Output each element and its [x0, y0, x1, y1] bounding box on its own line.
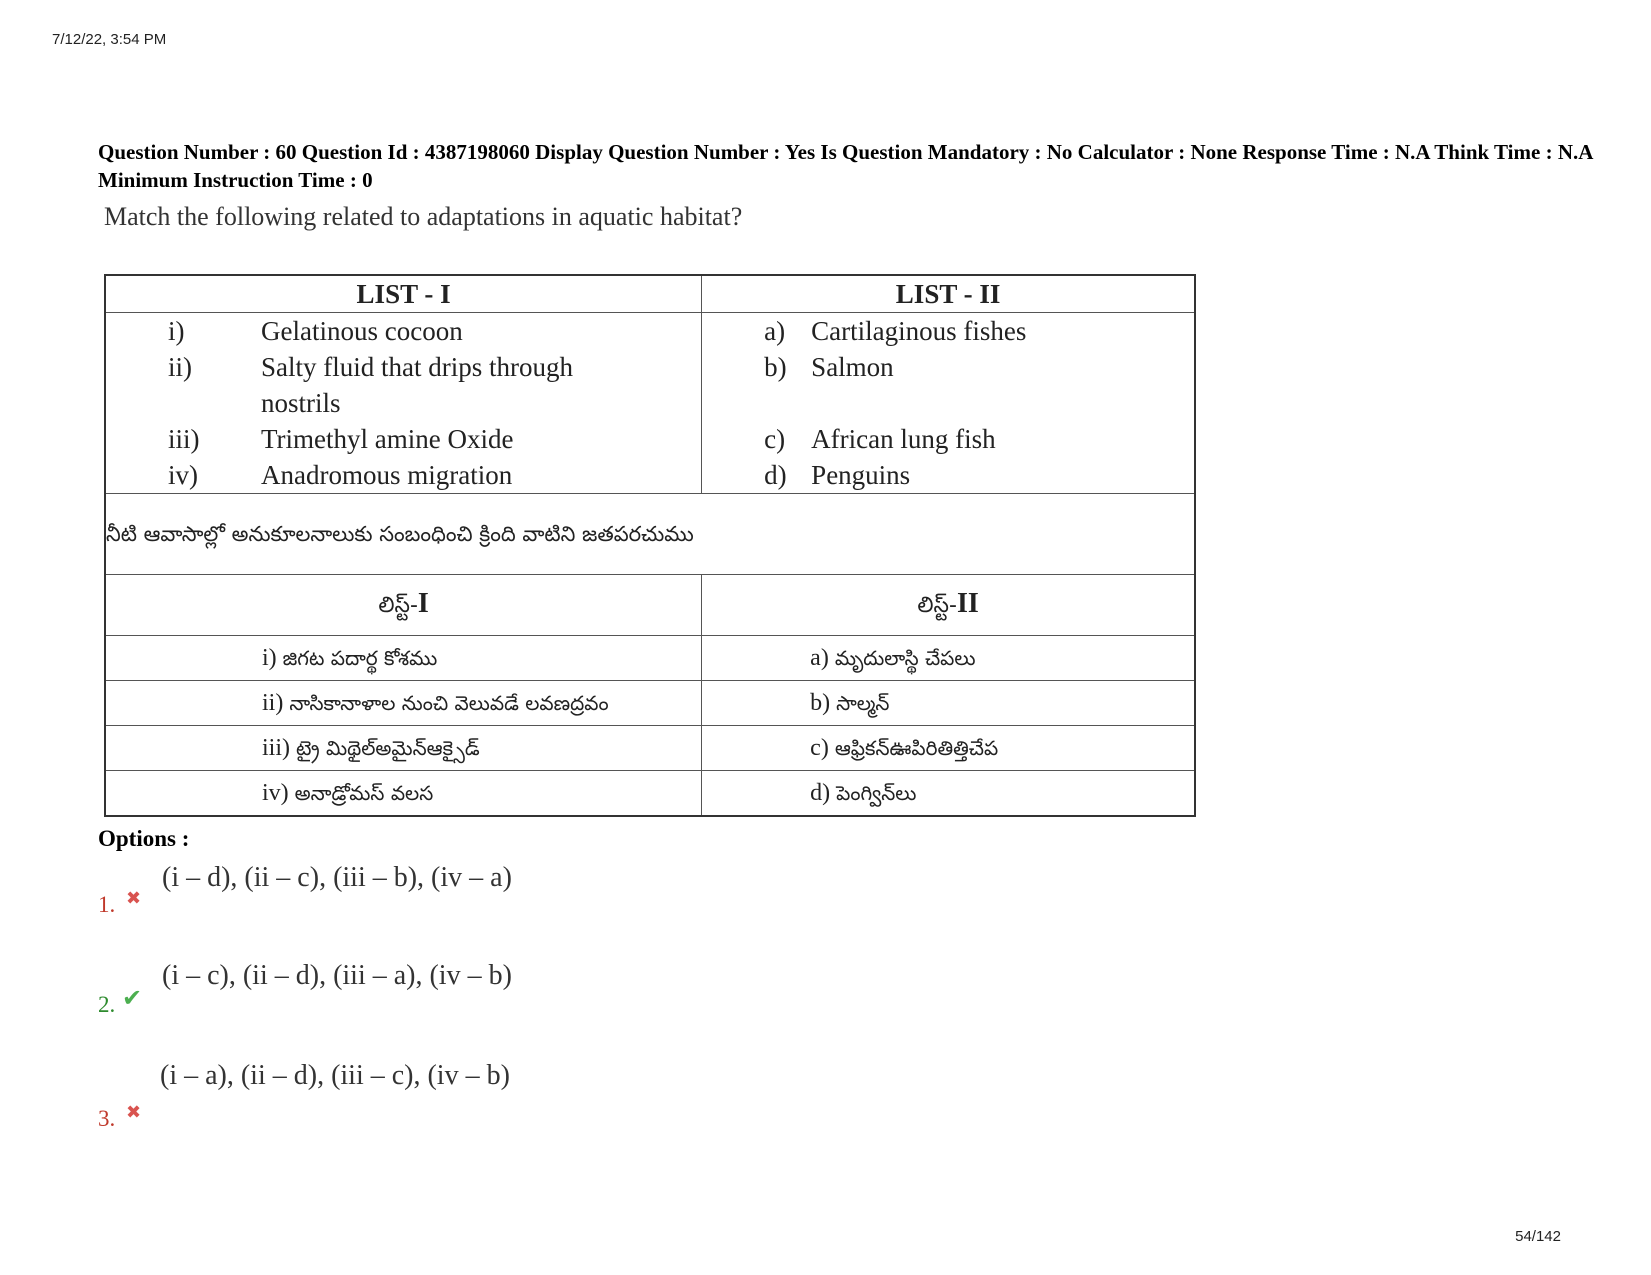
- item-text: ట్రై మిథైల్అమైన్ఆక్సైడ్: [296, 736, 480, 760]
- telugu-left-cell: [105, 771, 702, 817]
- item-text: Salty fluid that drips through nostrils: [261, 352, 573, 418]
- telugu-list2-header: [702, 575, 1195, 636]
- item-text: Trimethyl amine Oxide: [261, 424, 514, 454]
- telugu-right-cell: [702, 636, 1195, 681]
- item-text: సాల్మన్: [836, 691, 890, 715]
- list-item: [702, 421, 1194, 457]
- table-row: [105, 681, 1195, 726]
- list-item: [702, 457, 1194, 493]
- print-timestamp: 7/12/22, 3:54 PM: [52, 31, 167, 48]
- option-1-number: 1.: [98, 892, 116, 917]
- item-number: i): [262, 645, 277, 671]
- check-icon: ✔: [122, 984, 143, 1012]
- item-letter: b): [810, 690, 831, 716]
- telugu-right-cell: [702, 726, 1195, 771]
- item-number: iv): [168, 460, 198, 490]
- question-meta: Question Number : 60 Question Id : 4387198060 Display Question Number : Yes Is Question Mandatory : No Calculator : None Response Time : N.A Think Time : N.A Minimum Instruction Time : 0: [98, 140, 1593, 192]
- list-numeral: II: [956, 588, 979, 619]
- telugu-left-cell: [105, 681, 702, 726]
- option-3-number: 3.: [98, 1106, 116, 1131]
- item-text: జిగట పదార్థ కోశము: [282, 646, 438, 670]
- item-text: Gelatinous cocoon: [261, 316, 463, 346]
- item-text: Penguins: [811, 460, 911, 490]
- item-number: iii): [168, 424, 200, 454]
- telugu-right-cell: [702, 771, 1195, 817]
- table-row: [105, 771, 1195, 817]
- table-row: [105, 726, 1195, 771]
- item-number: i): [168, 316, 185, 346]
- item-letter: d): [764, 460, 787, 490]
- list-word: లిస్ట్-: [917, 593, 957, 618]
- option-2-text: (i – c), (ii – d), (iii – a), (iv – b): [162, 960, 512, 991]
- list-item: [702, 349, 1194, 385]
- telugu-list1-header: [105, 575, 702, 636]
- cross-icon: ✖: [126, 888, 142, 909]
- list-item: [106, 421, 701, 457]
- item-number: ii): [168, 352, 192, 382]
- item-text: African lung fish: [811, 424, 996, 454]
- item-text: పెంగ్విన్‌లు: [836, 781, 917, 805]
- option-3-text: (i – a), (ii – d), (iii – c), (iv – b): [160, 1060, 510, 1091]
- item-letter: d): [810, 780, 831, 806]
- item-text: ఆఫ్రికన్ఊపిరితిత్తిచేప: [834, 736, 999, 760]
- item-letter: c): [764, 424, 786, 454]
- list-numeral: I: [417, 588, 429, 619]
- list1-header: LIST - I: [105, 275, 702, 313]
- list2-items: [702, 313, 1195, 494]
- item-number: ii): [262, 690, 284, 716]
- list2-header: LIST - II: [702, 275, 1195, 313]
- list-item: [106, 349, 701, 421]
- item-text: Salmon: [811, 352, 894, 382]
- item-letter: b): [764, 352, 787, 382]
- question-text: Match the following related to adaptations in aquatic habitat?: [104, 202, 743, 231]
- list1-items: [105, 313, 702, 494]
- item-text: మృదులాస్థి చేపలు: [834, 646, 976, 670]
- telugu-right-cell: [702, 681, 1195, 726]
- list-spacer: [702, 385, 1194, 421]
- item-text: Cartilaginous fishes: [811, 316, 1027, 346]
- item-letter: c): [810, 735, 829, 761]
- item-letter: a): [810, 645, 829, 671]
- item-number: iv): [262, 780, 289, 806]
- list-word: లిస్ట్-: [378, 593, 418, 618]
- list-item: [106, 313, 701, 349]
- option-2-number: 2.: [98, 992, 116, 1017]
- item-text: నాసికానాళాల నుంచి వెలువడే లవణద్రవం: [289, 691, 609, 715]
- item-text: Anadromous migration: [261, 460, 513, 490]
- item-letter: a): [764, 316, 786, 346]
- list-item: [106, 457, 701, 493]
- table-row: [105, 636, 1195, 681]
- telugu-left-cell: [105, 636, 702, 681]
- option-1-text: (i – d), (ii – c), (iii – b), (iv – a): [162, 862, 512, 893]
- item-number: iii): [262, 735, 290, 761]
- cross-icon: ✖: [126, 1102, 142, 1123]
- list-item: [702, 313, 1194, 349]
- telugu-left-cell: [105, 726, 702, 771]
- match-table: [104, 274, 1196, 817]
- item-text: అనాడ్రోమస్ వలస: [294, 781, 434, 805]
- page-number: 54/142: [1515, 1228, 1561, 1245]
- telugu-question: నీటి ఆవాసాల్లో అనుకూలనాలుకు సంబంధించి క్రింది వాటిని జతపరచుము: [105, 494, 1195, 575]
- options-label: Options :: [98, 826, 190, 851]
